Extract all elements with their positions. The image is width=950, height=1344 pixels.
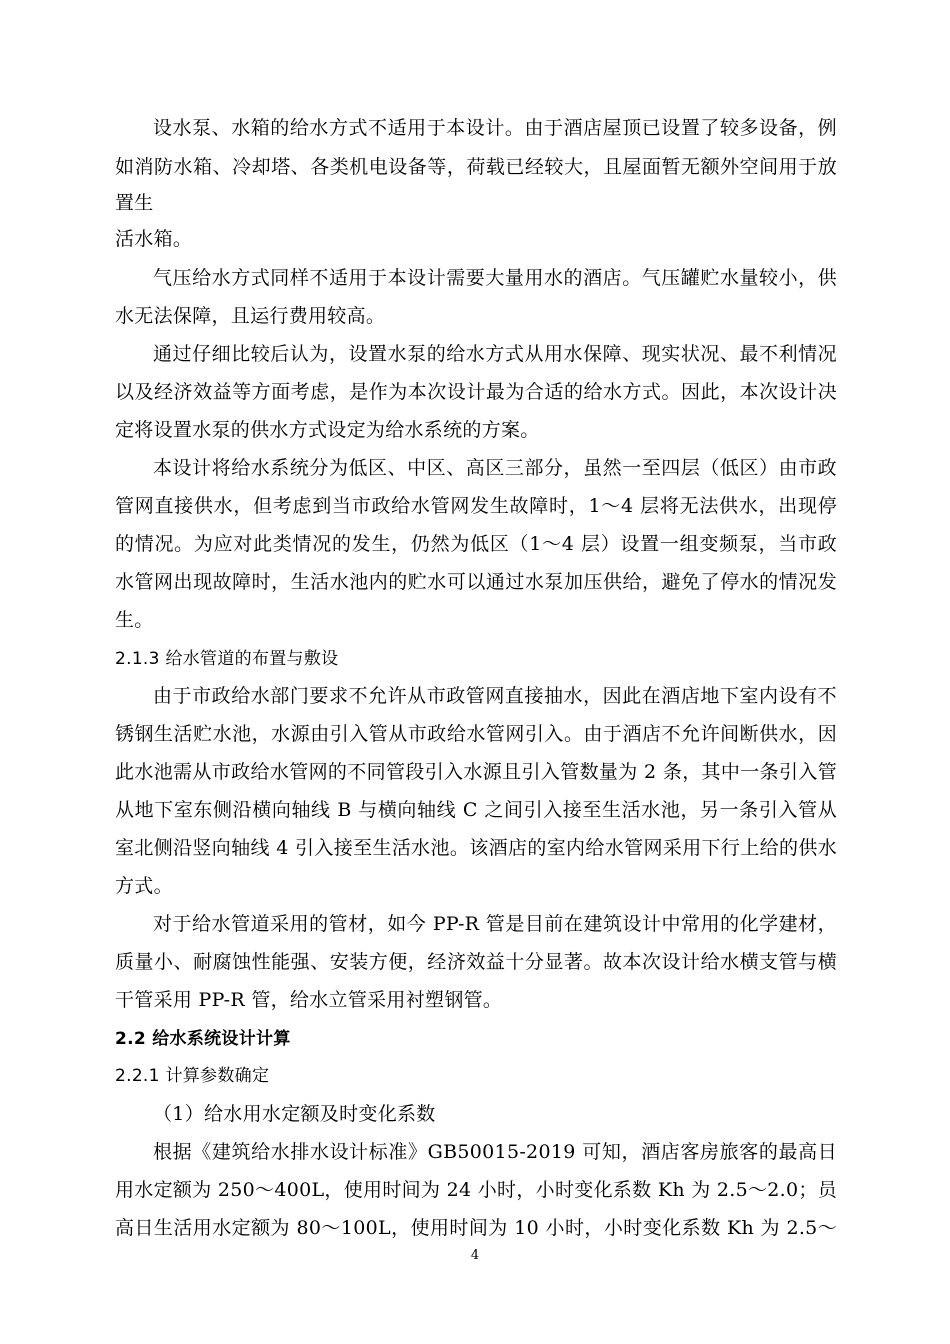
text-line: 水管网出现故障时，生活水池内的贮水可以通过水泵加压供给，避免了停水的情况发	[115, 571, 837, 593]
text-line: 方式。	[115, 875, 173, 897]
text-line: 通过仔细比较后认为，设置水泵的给水方式从用水保障、现实状况、最不利情况	[153, 343, 837, 365]
text-line: 置生	[115, 192, 154, 214]
text-line: 管网直接供水，但考虑到当市政给水管网发生故障时，1～4 层将无法供水，出现停	[115, 495, 837, 517]
text-line: 此水池需从市政给水管网的不同管段引入水源且引入管数量为 2 条，其中一条引入管	[115, 761, 837, 783]
text-line: 用水定额为 250～400L，使用时间为 24 小时，小时变化系数 Kh 为 2.5～2.0；员	[115, 1179, 837, 1201]
item-heading: （1）给水用水定额及时变化系数	[153, 1103, 436, 1125]
text-line: 气压给水方式同样不适用于本设计需要大量用水的酒店。气压罐贮水量较小，供	[153, 267, 837, 289]
text-line: 设水泵、水箱的给水方式不适用于本设计。由于酒店屋顶已设置了较多设备，例	[153, 117, 837, 139]
text-line: 从地下室东侧沿横向轴线 B 与横向轴线 C 之间引入接至生活水池，另一条引入管从	[115, 799, 837, 821]
text-line: 锈钢生活贮水池，水源由引入管从市政给水管网引入。由于酒店不允许间断供水，因	[115, 723, 837, 745]
section-heading: 2.1.3 给水管道的布置与敷设	[115, 649, 339, 669]
text-line: 定将设置水泵的供水方式设定为给水系统的方案。	[115, 419, 540, 441]
text-line: 质量小、耐腐蚀性能强、安装方便，经济效益十分显著。故本次设计给水横支管与横	[115, 951, 837, 973]
text-line: 室北侧沿竖向轴线 4 引入接至生活水池。该酒店的室内给水管网采用下行上给的供水	[115, 837, 837, 859]
text-line: 的情况。为应对此类情况的发生，仍然为低区（1～4 层）设置一组变频泵，当市政	[115, 533, 837, 555]
subsection-heading: 2.2.1 计算参数确定	[115, 1066, 270, 1086]
text-line: 如消防水箱、冷却塔、各类机电设备等，荷载已经较大，且屋面暂无额外空间用于放	[115, 156, 837, 178]
text-line: 对于给水管道采用的管材，如今 PP-R 管是目前在建筑设计中常用的化学建材，	[153, 913, 837, 935]
text-line: 根据《建筑给水排水设计标准》GB50015-2019 可知，酒店客房旅客的最高日	[153, 1141, 837, 1163]
page-number: 4	[470, 1248, 480, 1263]
text-line: 以及经济效益等方面考虑，是作为本次设计最为合适的给水方式。因此，本次设计决	[115, 381, 837, 403]
section-heading: 2.2 给水系统设计计算	[115, 1029, 291, 1049]
text-line: 生。	[115, 609, 154, 631]
text-line: 由于市政给水部门要求不允许从市政管网直接抽水，因此在酒店地下室内设有不	[153, 685, 837, 707]
text-line: 活水箱。	[115, 228, 193, 250]
text-line: 本设计将给水系统分为低区、中区、高区三部分，虽然一至四层（低区）由市政	[153, 457, 837, 479]
text-line: 干管采用 PP-R 管，给水立管采用衬塑钢管。	[115, 989, 503, 1011]
text-line: 高日生活用水定额为 80～100L，使用时间为 10 小时，小时变化系数 Kh 为 2.5～	[115, 1217, 837, 1239]
text-line: 水无法保障，且运行费用较高。	[115, 305, 386, 327]
